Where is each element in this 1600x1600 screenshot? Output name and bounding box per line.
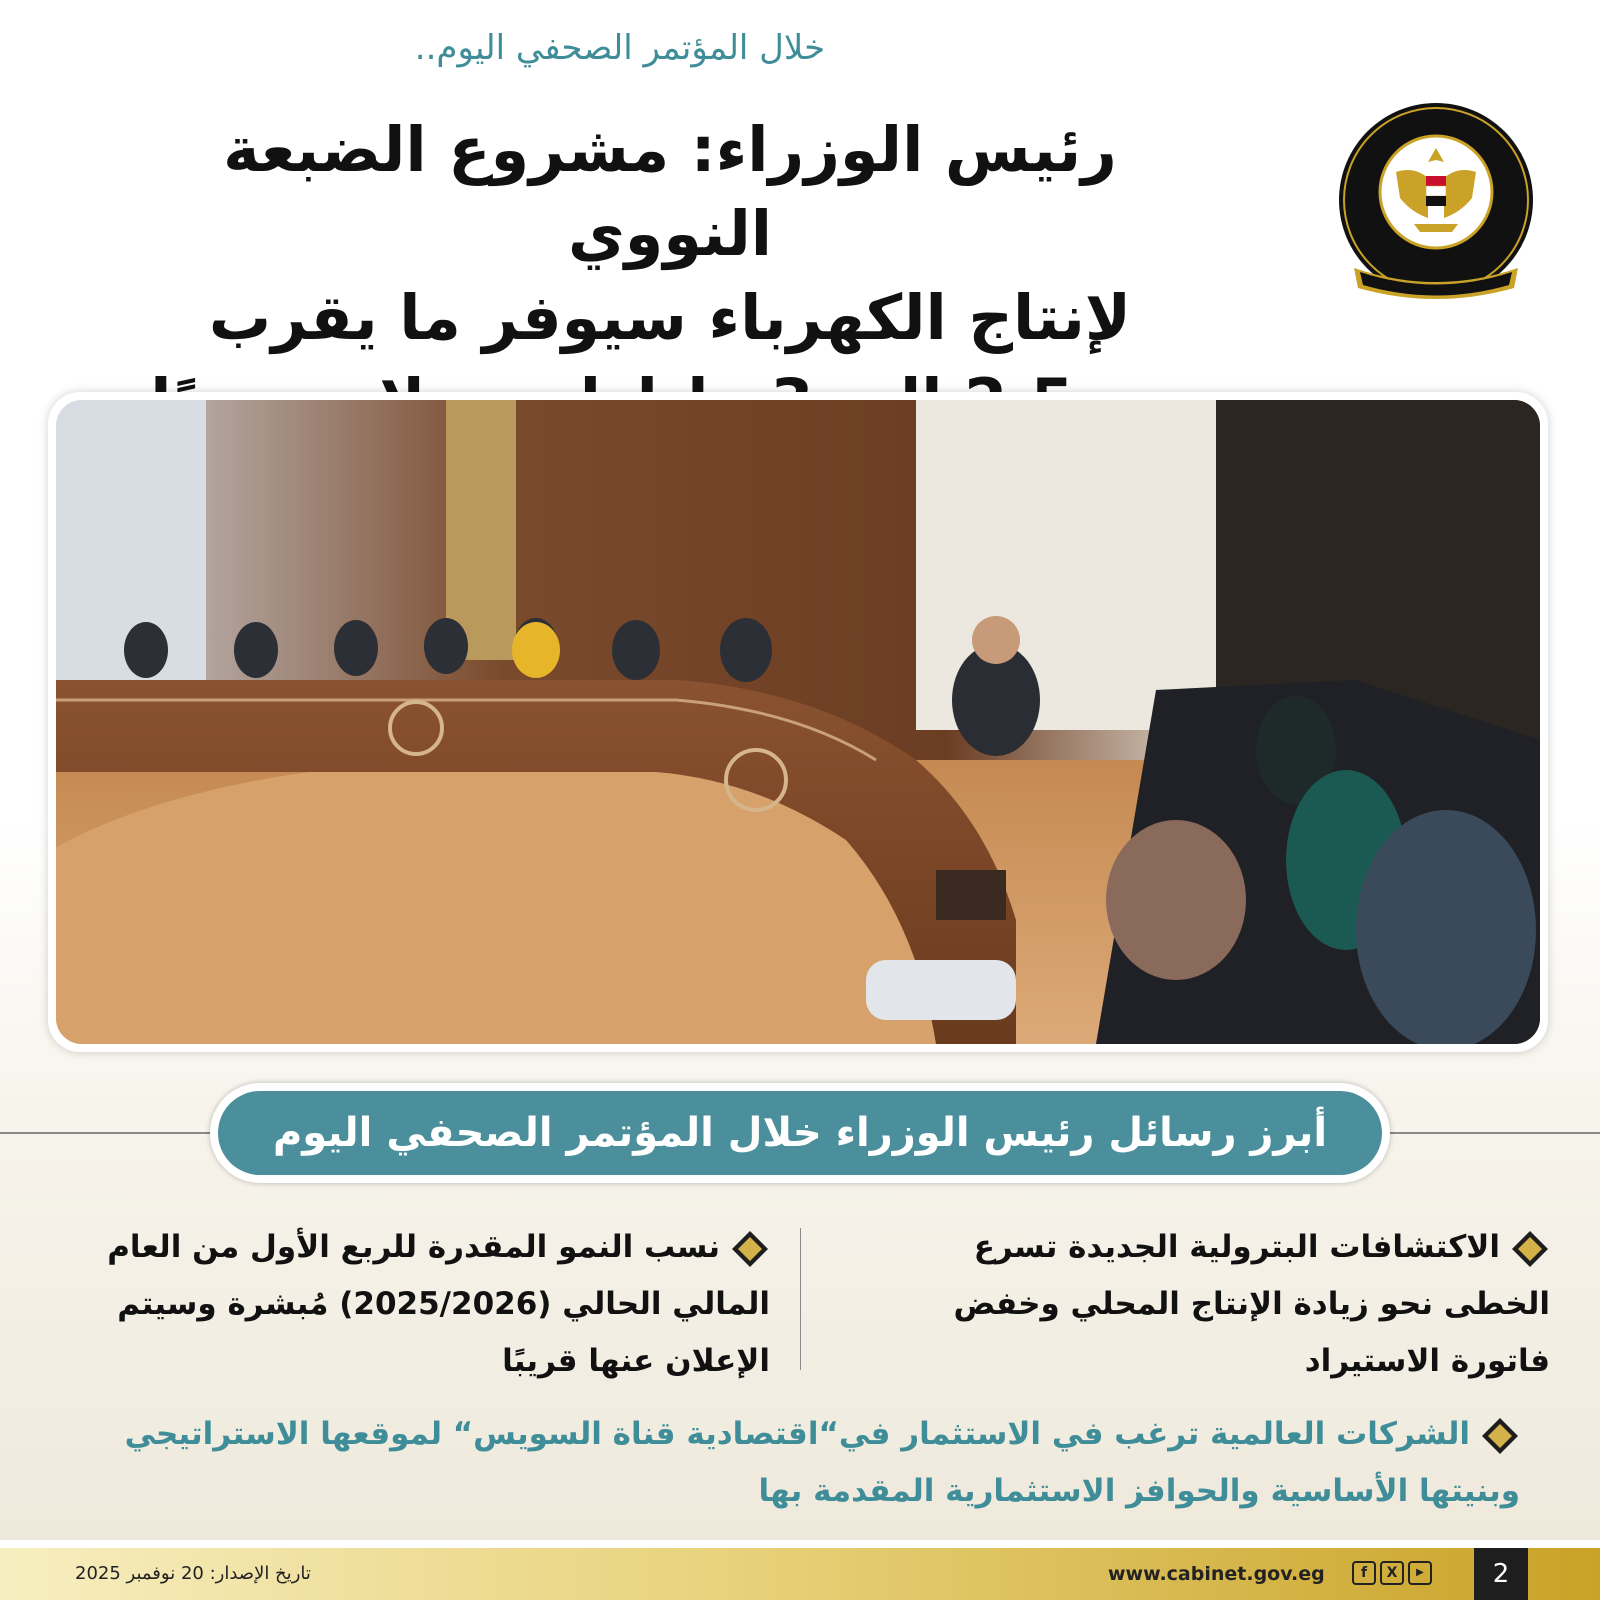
bullet-item-2: [70, 1219, 770, 1390]
section-title: أبرز رسائل رئيس الوزراء خلال المؤتمر الصحفي اليوم: [218, 1091, 1382, 1175]
photo-frame: [48, 392, 1548, 1052]
page-number: 2: [1474, 1548, 1528, 1600]
youtube-icon[interactable]: ▶: [1408, 1561, 1432, 1585]
diamond-bullet-icon: [1480, 1416, 1520, 1456]
bullet-item-3: [70, 1406, 1520, 1520]
website-link[interactable]: www.cabinet.gov.eg: [1108, 1563, 1325, 1585]
headline-line-1: رئيس الوزراء: مشروع الضبعة النووي: [223, 113, 1117, 270]
diamond-bullet-icon: [730, 1229, 770, 1269]
bullet-text-3: الشركات العالمية ترغب في الاستثمار في“اقتصادية قناة السويس“ لموقعها الاستراتيجي وبنيتها الأساسية والحوافز الاستثمارية المقدمة بها: [124, 1416, 1520, 1509]
cabinet-meeting-photo: [56, 400, 1540, 1044]
section-title-badge: [210, 1083, 1390, 1183]
bullet-text-1: الاكتشافات البترولية الجديدة تسرع الخطى نحو زيادة الإنتاج المحلي وخفض فاتورة الاستيراد: [953, 1229, 1550, 1379]
kicker-text: خلال المؤتمر الصحفي اليوم..: [414, 28, 826, 68]
footer-bar: [0, 1548, 1600, 1600]
bullet-text-2: نسب النمو المقدرة للربع الأول من العام المالي الحالي (2025/2026) مُبشرة وسيتم الإعلان عنها قريبًا: [107, 1229, 770, 1379]
column-divider: [800, 1228, 801, 1370]
bullet-item-1: [930, 1219, 1550, 1390]
x-icon[interactable]: X: [1380, 1561, 1404, 1585]
diamond-bullet-icon: [1510, 1229, 1550, 1269]
facebook-icon[interactable]: f: [1352, 1561, 1376, 1585]
issue-date: تاريخ الإصدار: 20 نوفمبر 2025: [75, 1563, 311, 1584]
headline-line-2: لإنتاج الكهرباء سيوفر ما يقرب: [208, 281, 1132, 354]
media-center-logo: [1336, 100, 1536, 300]
